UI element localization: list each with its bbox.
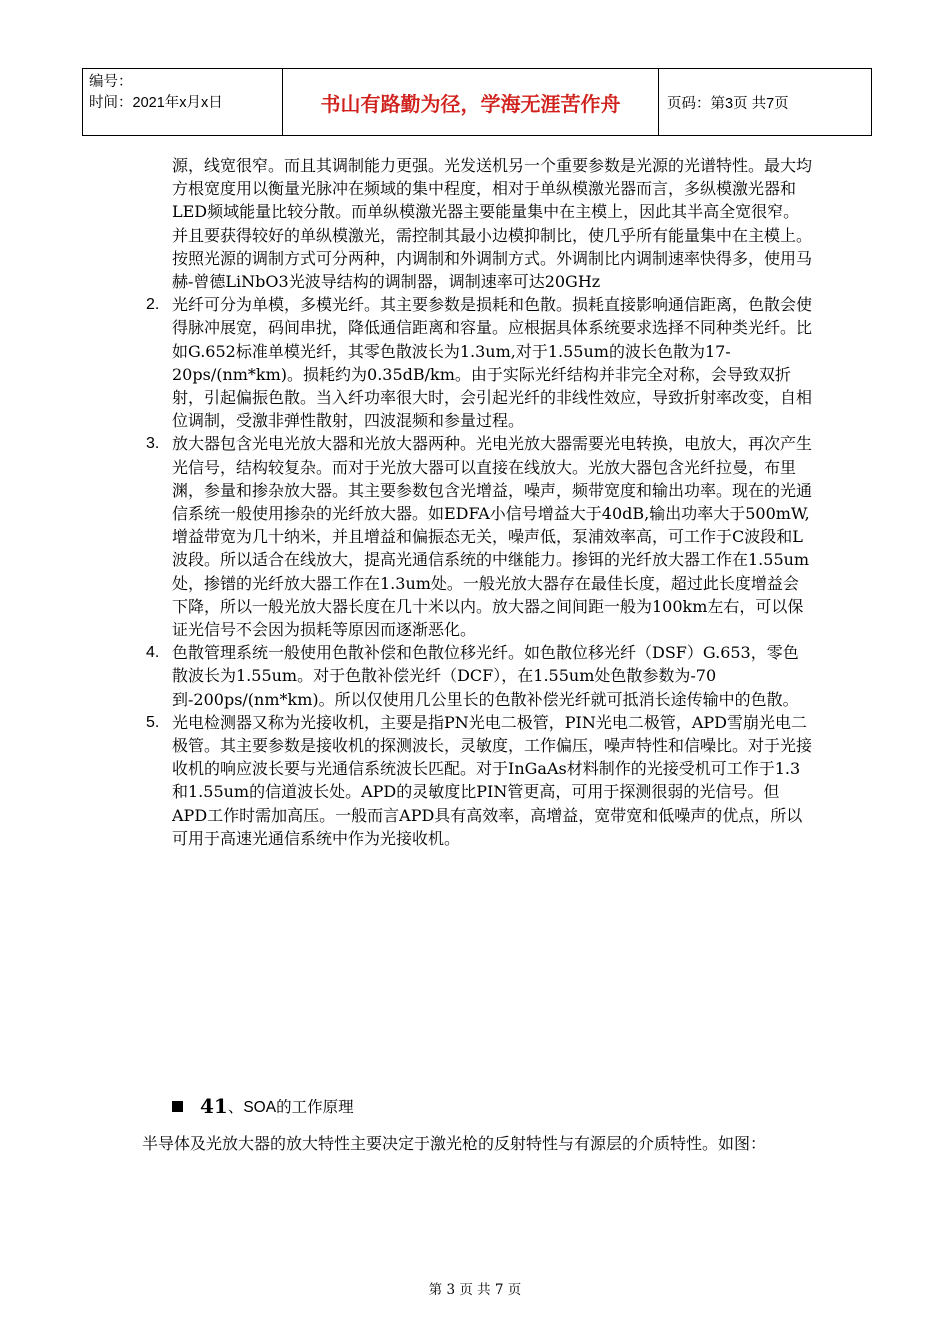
square-bullet-icon xyxy=(172,1101,183,1112)
page-footer: 第 3 页 共 7 页 xyxy=(428,1282,522,1298)
section-number: 41 xyxy=(200,1094,228,1118)
list-item xyxy=(146,432,813,641)
list-text: 色散管理系统一般使用色散补偿和色散位移光纤。如色散位移光纤（DSF）G.653，零色散波长为1.55um。对于色散补偿光纤（DCF），在1.55um处色散参数为-70到-200ps/(nm*km)。所以仅使用几公里长的色散补偿光纤就可抵消长途传输中的色散。 xyxy=(172,643,799,709)
list-item xyxy=(146,711,813,850)
time-label: 时间：2021年x月x日 xyxy=(89,95,223,111)
list-text: 光电检测器又称为光接收机，主要是指PN光电二极管，PIN光电二极管，APD雪崩光电二极管。其主要参数是接收机的探测波长，灵敏度，工作偏压，噪声特性和信噪比。对于光接收机的响应波长要与光通信系统波长匹配。对于InGaAs材料制作的光接受机可工作于1.3和1.55um的信道波长处。APD的灵敏度比PIN管更高，可用于探测很弱的光信号。但APD工作时需加高压。一般而言APD具有高效率，高增益，宽带宽和低噪声的优点，所以可用于高速光通信系统中作为光接收机。 xyxy=(172,712,813,848)
list-number: 2. xyxy=(146,296,160,314)
list-number: 4. xyxy=(146,644,160,662)
list-item xyxy=(146,293,813,432)
section-title: 、SOA的工作原理 xyxy=(227,1099,354,1116)
list-number: 5. xyxy=(146,713,160,731)
header-meta xyxy=(83,69,283,135)
header-table xyxy=(82,68,872,136)
number-label: 编号： xyxy=(89,74,133,90)
list-text: 放大器包含光电光放大器和光放大器两种。光电光放大器需要光电转换，电放大，再次产生光信号，结构较复杂。而对于光放大器可以直接在线放大。光放大器包含光纤拉曼，布里渊，参量和掺杂放大器。其主要参数包含光增益，噪声，频带宽度和输出功率。现在的光通信系统一般使用掺杂的光纤放大器。如EDFA小信号增益大于40dB,输出功率大于500mW,增益带宽为几十纳米，并且增益和偏振态无关，噪声低，泵浦效率高，可工作于C波段和L波段。所以适合在线放大，提高光通信系统的中继能力。掺铒的光纤放大器工作在1.55um处，掺镨的光纤放大器工作在1.3um处。一般光放大器存在最佳长度，超过此长度增益会下降，所以一般光放大器长度在几十米以内。放大器之间间距一般为100km左右，可以保证光信号不会因为损耗等原因而逐渐恶化。 xyxy=(172,434,813,640)
list-number: 3. xyxy=(146,435,160,453)
list-item xyxy=(146,641,812,711)
section-heading xyxy=(172,1094,354,1118)
motto: 书山有路勤为径，学海无涯苦作舟 xyxy=(283,69,659,135)
paragraph: 源，线宽很窄。而且其调制能力更强。光发送机另一个重要参数是光源的光谱特性。最大均方根宽度用以衡量光脉冲在频域的集中程度，相对于单纵模激光器而言，多纵模激光器和LED频域能量比较分散。而单纵模激光器主要能量集中在主模上，因此其半高全宽很窄。并且要获得较好的单纵模激光，需控制其最小边模抑制比，使几乎所有能量集中在主模上。 xyxy=(172,156,813,245)
document-body xyxy=(146,154,813,850)
paragraph: 按照光源的调制方式可分两种，内调制和外调制方式。外调制比内调制速率快得多，使用马赫-曾德LiNbO3光波导结构的调制器，调制速率可达20GHz xyxy=(172,248,813,292)
section-intro: 半导体及光放大器的放大特性主要决定于激光枪的反射特性与有源层的介质特性。如图： xyxy=(142,1134,767,1153)
numbered-list xyxy=(146,293,813,850)
page-label: 页码：第3页 共7页 xyxy=(667,95,789,112)
list-text: 光纤可分为单模，多模光纤。其主要参数是损耗和色散。损耗直接影响通信距离，色散会使得脉冲展宽，码间串扰，降低通信距离和容量。应根据具体系统要求选择不同种类光纤。比如G.652标准单模光纤，其零色散波长为1.3um,对于1.55um的波长色散为17-20ps/(nm*km)。损耗约为0.35dB/km。由于实际光纤结构并非完全对称，会导致双折射，引起偏振色散。当入纤功率很大时，会引起光纤的非线性效应，导致折射率改变，自相位调制，受激非弹性散射，四波混频和参量过程。 xyxy=(172,295,813,431)
